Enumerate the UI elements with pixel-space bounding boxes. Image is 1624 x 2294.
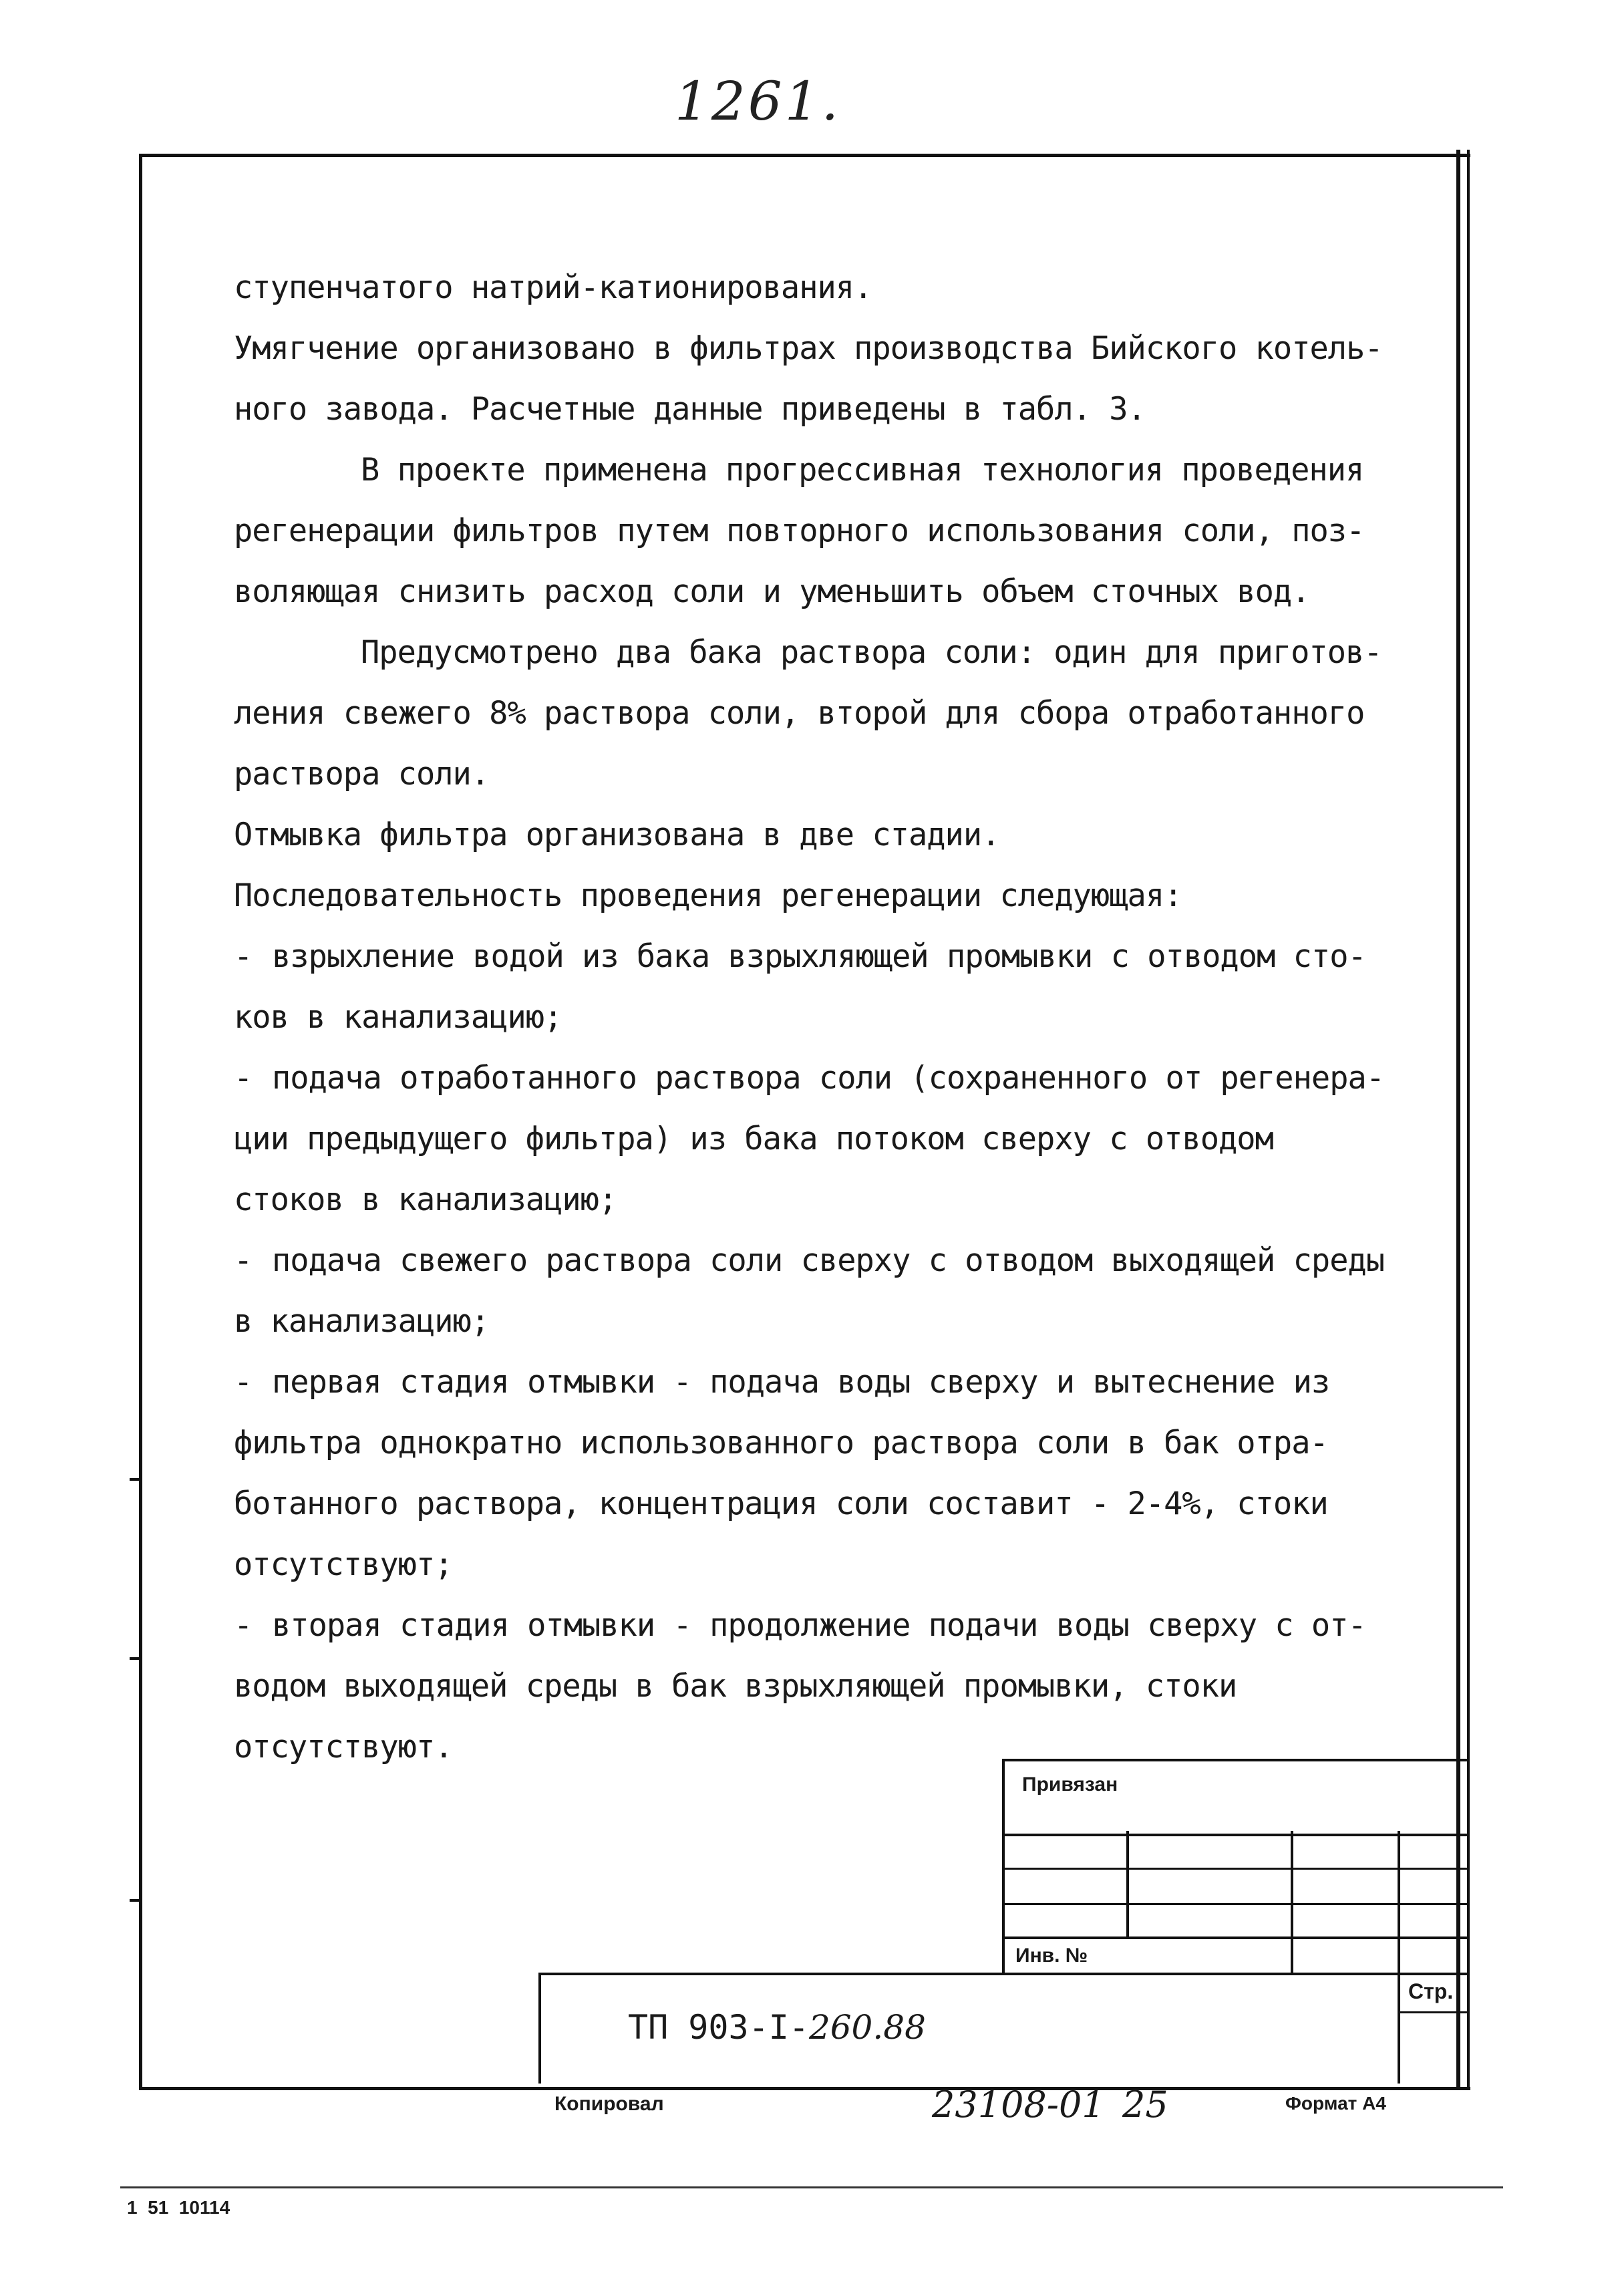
stamp-col-line — [538, 1973, 541, 2084]
paragraph-line: ления свежего 8% раствора соли, второй для сбора отработанного — [234, 695, 1365, 732]
margin-tick — [130, 1899, 139, 1902]
text-line: Умягчение организовано в фильтрах производства Бийского котель- — [234, 330, 1383, 367]
format-label: Формат А4 — [1285, 2093, 1386, 2114]
sheet-number: 25 — [1122, 2084, 1168, 2126]
stamp-col-line — [1291, 1831, 1293, 1973]
kopiroval-label: Копировал — [554, 2093, 664, 2115]
step-text: водом выходящей среды в бак взрыхляющей промывки, стоки — [234, 1668, 1237, 1705]
stamp-row-line — [1398, 2011, 1467, 2013]
step-item — [234, 926, 1436, 1048]
bullet-dash: - — [234, 1607, 253, 1644]
designation-typed: ТП 903-I- — [628, 2008, 809, 2047]
stamp-col-line — [1398, 1973, 1400, 2084]
step-text: подача отработанного раствора соли (сохраненного от регенера- — [272, 1060, 1385, 1097]
stamp-col-line — [1002, 1831, 1005, 1973]
stamp-col-line — [1398, 1831, 1400, 1973]
handwritten-page-number: 1261. — [675, 70, 842, 132]
step-text: стоков в канализацию; — [234, 1181, 617, 1218]
step-text: подача свежего раствора соли сверху с отводом выходящей среды — [272, 1242, 1385, 1279]
text-line: ного завода. Расчетные данные приведены в табл. 3. — [234, 391, 1146, 428]
paragraph-line: регенерации фильтров путем повторного использования соли, поз- — [234, 513, 1365, 549]
bullet-dash: - — [234, 1364, 253, 1401]
stamp-row-line — [538, 1973, 1467, 1975]
step-text: ков в канализацию; — [234, 999, 562, 1036]
margin-tick — [130, 1478, 139, 1481]
body-text — [234, 257, 1436, 1777]
bullet-dash: - — [234, 1242, 253, 1279]
sequence-intro: Последовательность проведения регенерации следующая: — [234, 877, 1182, 914]
privyazan-label: Привязан — [1022, 1773, 1118, 1796]
step-text: фильтра однократно использованного раствора соли в бак отра- — [234, 1425, 1328, 1461]
paragraph-line: воляющая снизить расход соли и уменьшить объем сточных вод. — [234, 573, 1310, 610]
stamp-col-line — [1126, 1831, 1129, 1938]
step-text: первая стадия отмывки - подача воды сверху и вытеснение из — [272, 1364, 1330, 1401]
bullet-dash: - — [234, 938, 253, 975]
step-item — [234, 1595, 1436, 1777]
document-designation — [628, 2008, 926, 2047]
wash-stages-line: Отмывка фильтра организована в две стадии. — [234, 817, 1000, 853]
page-label: Стр. — [1408, 1979, 1454, 2003]
print-code: 1 51 10114 — [127, 2197, 230, 2218]
step-text: взрыхление водой из бака взрыхляющей промывки с отводом сто- — [272, 938, 1366, 975]
step-text: отсутствуют. — [234, 1729, 453, 1765]
bullet-dash: - — [234, 1060, 253, 1097]
bottom-rule — [120, 2186, 1503, 2188]
paragraph-line: Предусмотрено два бака раствора соли: один для приготов- — [361, 634, 1382, 671]
inv-no-label: Инв. № — [1015, 1945, 1088, 1967]
step-text: ботанного раствора, концентрация соли составит - 2-4%, стоки — [234, 1485, 1328, 1522]
paragraph-line: В проекте применена прогрессивная технология проведения — [361, 452, 1364, 488]
margin-tick — [130, 1657, 139, 1660]
step-item — [234, 1230, 1436, 1352]
step-item — [234, 1352, 1436, 1595]
paragraph-line: раствора соли. — [234, 756, 490, 793]
step-text: ции предыдущего фильтра) из бака потоком сверху с отводом — [234, 1121, 1273, 1157]
stamp-privyazan-cell — [1002, 1759, 1470, 1836]
step-item — [234, 1048, 1436, 1230]
step-text: вторая стадия отмывки - продолжение подачи воды сверху с от- — [272, 1607, 1366, 1644]
step-text: отсутствуют; — [234, 1546, 453, 1583]
step-text: в канализацию; — [234, 1303, 490, 1340]
order-number: 23108-01 — [932, 2084, 1105, 2126]
designation-handwritten: 260.88 — [808, 2008, 926, 2047]
text-line: ступенчатого натрий-катионирования. — [234, 269, 872, 306]
